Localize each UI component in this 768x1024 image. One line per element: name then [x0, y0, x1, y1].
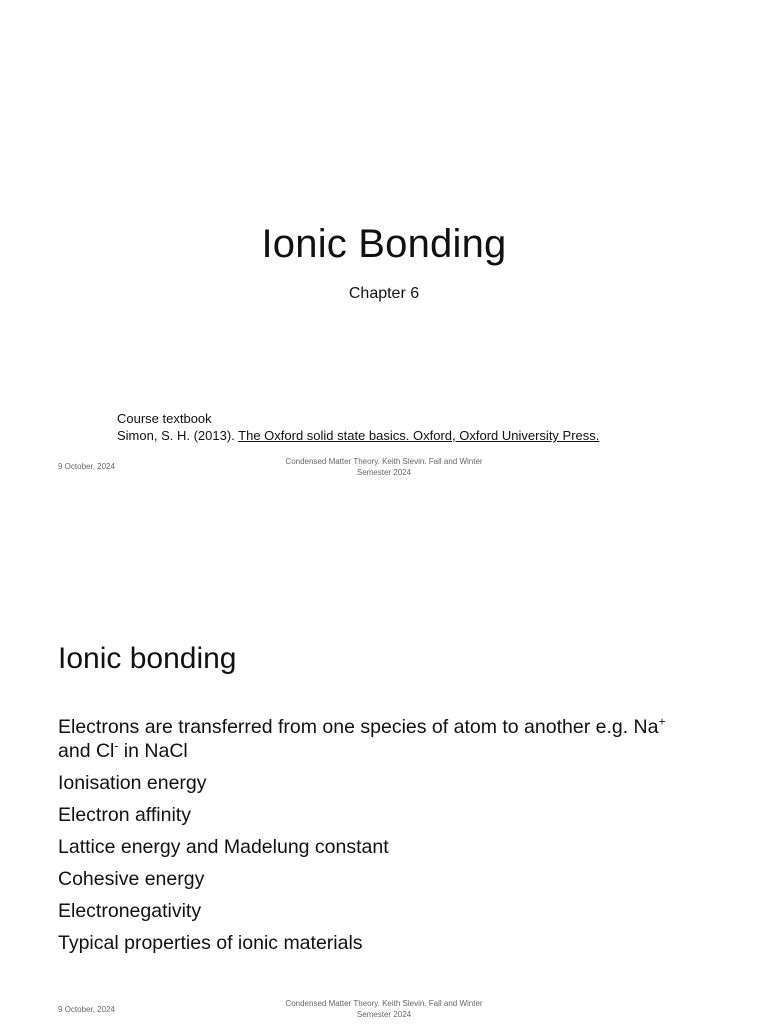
textbook-citation — [117, 427, 599, 444]
bullet-item: Electron affinity — [58, 804, 191, 826]
bullet-item: Ionisation energy — [58, 772, 207, 794]
bullet-item: Lattice energy and Madelung constant — [58, 836, 389, 858]
footer-date: 9 October, 2024 — [58, 462, 115, 471]
bullet-item: Electronegativity — [58, 900, 202, 922]
title-slide — [0, 0, 768, 486]
footer-line-1: Condensed Matter Theory. Keith Slevin. Fall and Winter — [285, 999, 483, 1008]
textbook-label: Course textbook — [117, 411, 212, 426]
slide-heading: Ionic bonding — [58, 642, 237, 675]
superscript-minus: - — [114, 738, 119, 753]
bullet-text: and Cl — [58, 740, 115, 762]
footer-date: 9 October, 2024 — [58, 1005, 115, 1014]
bullet-list — [58, 715, 718, 963]
bullet-item: Cohesive energy — [58, 868, 205, 890]
bullet-text: in NaCl — [118, 740, 188, 762]
bullet-item: Typical properties of ionic materials — [58, 932, 363, 954]
content-slide — [0, 486, 768, 1024]
bullet-text: Electrons are transferred from one species of atom to another e.g. Na — [58, 716, 659, 738]
footer-course-info — [234, 998, 534, 1020]
superscript-plus: + — [658, 714, 666, 729]
footer-course-info — [234, 456, 534, 478]
textbook-reference — [117, 410, 599, 444]
footer-line-2: Semester 2024 — [356, 1010, 412, 1019]
citation-link[interactable]: The Oxford solid state basics. Oxford, Oxford University Press. — [238, 428, 600, 443]
footer-line-1: Condensed Matter Theory. Keith Slevin. Fall and Winter — [285, 457, 483, 466]
citation-prefix: Simon, S. H. (2013). — [117, 428, 239, 443]
slide-subtitle: Chapter 6 — [348, 285, 420, 302]
bullet-item — [58, 715, 718, 763]
slide-title: Ionic Bonding — [261, 222, 507, 266]
footer-line-2: Semester 2024 — [356, 468, 412, 477]
